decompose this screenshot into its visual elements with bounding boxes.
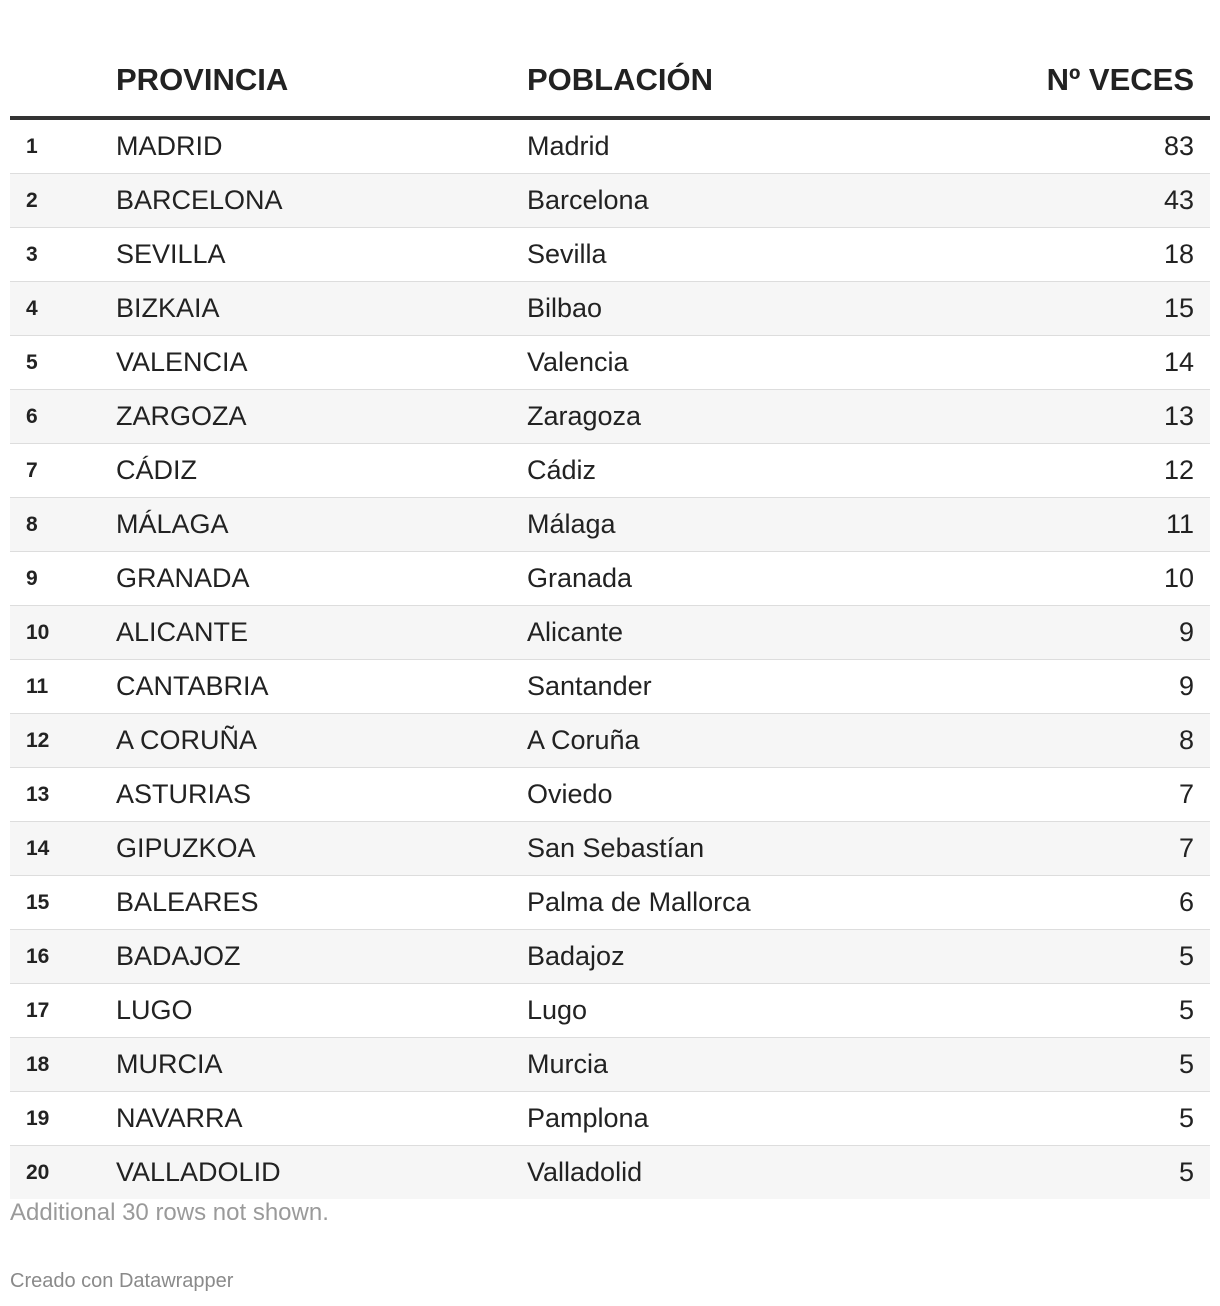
row-provincia: NAVARRA bbox=[116, 1092, 527, 1146]
row-provincia: VALENCIA bbox=[116, 336, 527, 390]
table-row bbox=[10, 876, 1210, 930]
row-provincia: ZARGOZA bbox=[116, 390, 527, 444]
table-row bbox=[10, 228, 1210, 282]
table-body bbox=[10, 118, 1210, 1199]
row-provincia: ALICANTE bbox=[116, 606, 527, 660]
row-poblacion: Sevilla bbox=[527, 228, 937, 282]
row-veces: 8 bbox=[937, 714, 1210, 768]
row-provincia: SEVILLA bbox=[116, 228, 527, 282]
row-veces: 9 bbox=[937, 606, 1210, 660]
row-veces: 11 bbox=[937, 498, 1210, 552]
row-provincia: LUGO bbox=[116, 984, 527, 1038]
table-row bbox=[10, 822, 1210, 876]
row-veces: 9 bbox=[937, 660, 1210, 714]
row-rank: 3 bbox=[10, 228, 116, 282]
row-poblacion: Zaragoza bbox=[527, 390, 937, 444]
row-veces: 6 bbox=[937, 876, 1210, 930]
row-poblacion: Granada bbox=[527, 552, 937, 606]
row-provincia: A CORUÑA bbox=[116, 714, 527, 768]
header-poblacion[interactable]: POBLACIÓN bbox=[527, 0, 937, 118]
row-veces: 12 bbox=[937, 444, 1210, 498]
row-veces: 5 bbox=[937, 1038, 1210, 1092]
table-row bbox=[10, 118, 1210, 174]
row-veces: 5 bbox=[937, 984, 1210, 1038]
row-provincia: MÁLAGA bbox=[116, 498, 527, 552]
row-rank: 11 bbox=[10, 660, 116, 714]
row-rank: 16 bbox=[10, 930, 116, 984]
row-provincia: BIZKAIA bbox=[116, 282, 527, 336]
header-veces[interactable]: Nº VECES bbox=[937, 0, 1210, 118]
row-provincia: BARCELONA bbox=[116, 174, 527, 228]
row-rank: 5 bbox=[10, 336, 116, 390]
table-header-row bbox=[10, 0, 1210, 118]
table-row bbox=[10, 1092, 1210, 1146]
row-rank: 15 bbox=[10, 876, 116, 930]
table-row bbox=[10, 984, 1210, 1038]
row-provincia: MURCIA bbox=[116, 1038, 527, 1092]
header-provincia[interactable]: PROVINCIA bbox=[116, 0, 527, 118]
row-poblacion: Bilbao bbox=[527, 282, 937, 336]
row-veces: 14 bbox=[937, 336, 1210, 390]
row-veces: 83 bbox=[937, 118, 1210, 174]
row-poblacion: Valencia bbox=[527, 336, 937, 390]
row-provincia: GRANADA bbox=[116, 552, 527, 606]
row-rank: 12 bbox=[10, 714, 116, 768]
table-row bbox=[10, 390, 1210, 444]
row-poblacion: Santander bbox=[527, 660, 937, 714]
table-row bbox=[10, 714, 1210, 768]
row-veces: 5 bbox=[937, 1146, 1210, 1200]
row-rank: 1 bbox=[10, 118, 116, 174]
table-row bbox=[10, 930, 1210, 984]
row-poblacion: Cádiz bbox=[527, 444, 937, 498]
row-provincia: CÁDIZ bbox=[116, 444, 527, 498]
row-rank: 19 bbox=[10, 1092, 116, 1146]
datawrapper-credit-link[interactable]: Creado con Datawrapper bbox=[10, 1270, 234, 1292]
row-provincia: BALEARES bbox=[116, 876, 527, 930]
row-rank: 20 bbox=[10, 1146, 116, 1200]
row-rank: 10 bbox=[10, 606, 116, 660]
row-poblacion: Lugo bbox=[527, 984, 937, 1038]
data-table-container bbox=[10, 0, 1210, 1199]
row-poblacion: A Coruña bbox=[527, 714, 937, 768]
row-rank: 8 bbox=[10, 498, 116, 552]
row-veces: 13 bbox=[937, 390, 1210, 444]
row-rank: 2 bbox=[10, 174, 116, 228]
row-poblacion: Barcelona bbox=[527, 174, 937, 228]
table-row bbox=[10, 336, 1210, 390]
table-row bbox=[10, 660, 1210, 714]
row-veces: 10 bbox=[937, 552, 1210, 606]
row-poblacion: Murcia bbox=[527, 1038, 937, 1092]
row-rank: 7 bbox=[10, 444, 116, 498]
row-poblacion: Madrid bbox=[527, 118, 937, 174]
row-poblacion: Alicante bbox=[527, 606, 937, 660]
row-rank: 17 bbox=[10, 984, 116, 1038]
row-poblacion: Pamplona bbox=[527, 1092, 937, 1146]
table-row bbox=[10, 1038, 1210, 1092]
row-veces: 7 bbox=[937, 768, 1210, 822]
data-table bbox=[10, 0, 1210, 1199]
row-rank: 18 bbox=[10, 1038, 116, 1092]
table-row bbox=[10, 174, 1210, 228]
table-row bbox=[10, 1146, 1210, 1200]
row-provincia: MADRID bbox=[116, 118, 527, 174]
row-provincia: BADAJOZ bbox=[116, 930, 527, 984]
row-provincia: ASTURIAS bbox=[116, 768, 527, 822]
table-row bbox=[10, 606, 1210, 660]
row-rank: 9 bbox=[10, 552, 116, 606]
row-provincia: VALLADOLID bbox=[116, 1146, 527, 1200]
header-rank bbox=[10, 0, 116, 118]
row-poblacion: Málaga bbox=[527, 498, 937, 552]
row-veces: 18 bbox=[937, 228, 1210, 282]
row-rank: 13 bbox=[10, 768, 116, 822]
row-rank: 6 bbox=[10, 390, 116, 444]
row-rank: 4 bbox=[10, 282, 116, 336]
row-veces: 5 bbox=[937, 1092, 1210, 1146]
row-rank: 14 bbox=[10, 822, 116, 876]
row-poblacion: Valladolid bbox=[527, 1146, 937, 1200]
row-poblacion: Palma de Mallorca bbox=[527, 876, 937, 930]
row-provincia: GIPUZKOA bbox=[116, 822, 527, 876]
row-poblacion: Oviedo bbox=[527, 768, 937, 822]
row-veces: 43 bbox=[937, 174, 1210, 228]
rows-not-shown-note: Additional 30 rows not shown. bbox=[10, 1199, 329, 1226]
row-veces: 5 bbox=[937, 930, 1210, 984]
row-poblacion: Badajoz bbox=[527, 930, 937, 984]
table-row bbox=[10, 552, 1210, 606]
table-row bbox=[10, 282, 1210, 336]
row-poblacion: San Sebastían bbox=[527, 822, 937, 876]
table-row bbox=[10, 768, 1210, 822]
row-provincia: CANTABRIA bbox=[116, 660, 527, 714]
table-row bbox=[10, 498, 1210, 552]
table-row bbox=[10, 444, 1210, 498]
row-veces: 15 bbox=[937, 282, 1210, 336]
row-veces: 7 bbox=[937, 822, 1210, 876]
